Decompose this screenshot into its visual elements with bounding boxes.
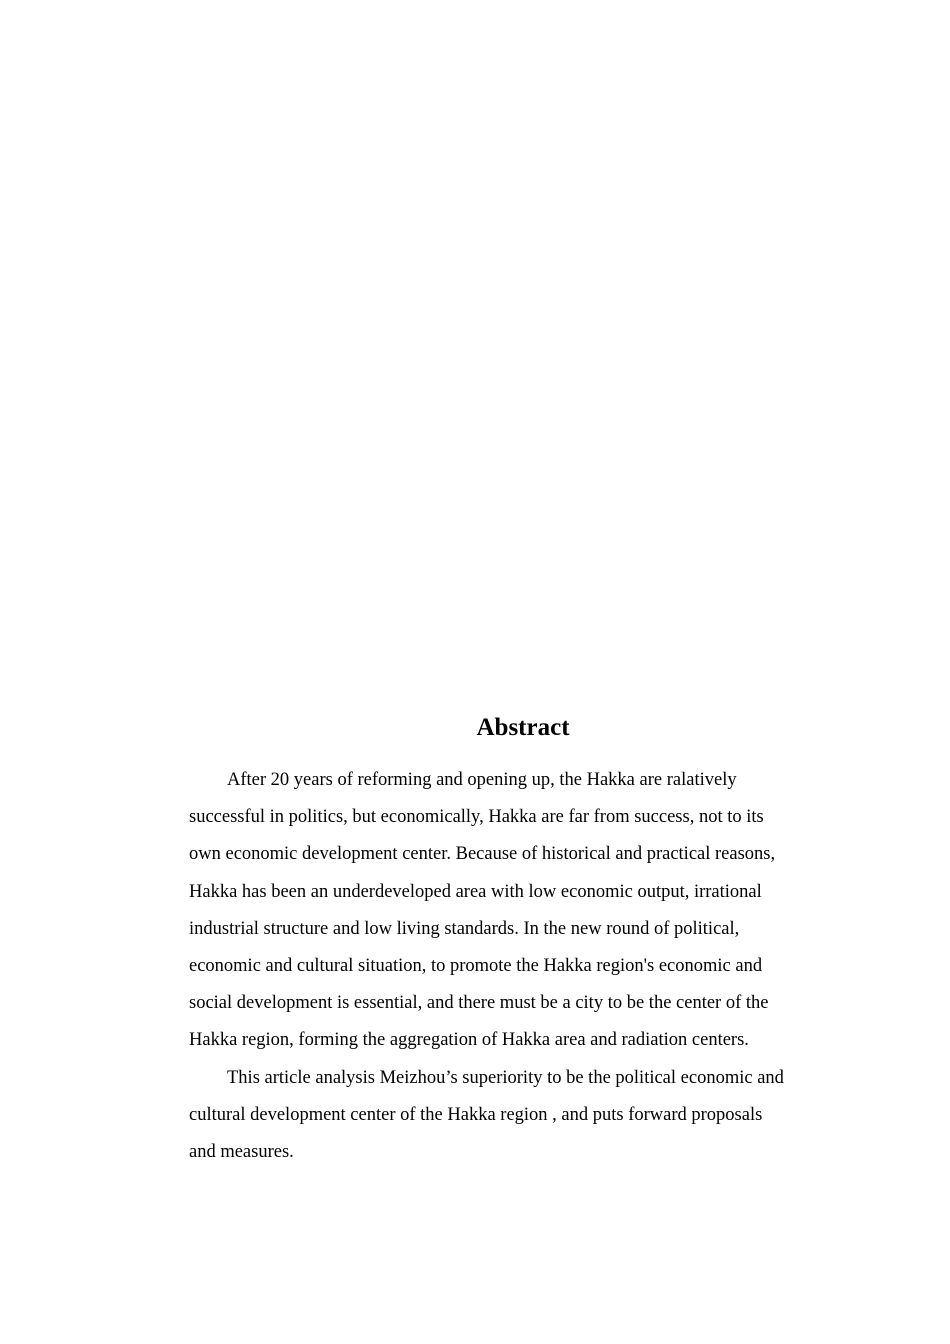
paragraph-2 xyxy=(189,1060,814,1172)
abstract-body xyxy=(189,762,814,1171)
text-line: social development is essential, and there must be a city to be the center of the xyxy=(189,993,769,1014)
text-line: Hakka has been an underdeveloped area with low economic output, irrational xyxy=(189,881,762,902)
text-line: cultural development center of the Hakka region , and puts forward proposals xyxy=(189,1104,763,1125)
text-line: and measures. xyxy=(189,1141,294,1162)
text-line: industrial structure and low living standards. In the new round of political, xyxy=(189,918,740,939)
abstract-heading: Abstract xyxy=(476,714,570,741)
text-line: Hakka region, forming the aggregation of Hakka area and radiation centers. xyxy=(189,1030,749,1051)
text-line: This article analysis Meizhou’s superiority to be the political economic and xyxy=(227,1067,784,1088)
text-line: own economic development center. Because of historical and practical reasons, xyxy=(189,844,776,865)
text-line: successful in politics, but economically, Hakka are far from success, not to its xyxy=(189,807,764,828)
paragraph-1 xyxy=(189,762,814,1060)
text-line: economic and cultural situation, to promote the Hakka region's economic and xyxy=(189,955,763,976)
text-line: After 20 years of reforming and opening up, the Hakka are ralatively xyxy=(227,770,737,790)
